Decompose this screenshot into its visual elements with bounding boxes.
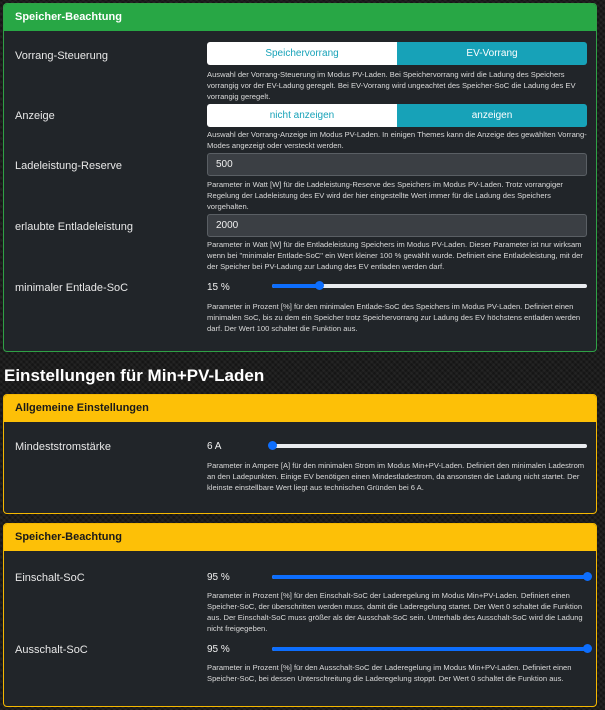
section-title: Einstellungen für Min+PV-Laden	[4, 366, 265, 385]
einschalt-soc-help: Parameter in Prozent [%] für den Einschalt-SoC der Laderegelung im Modus Min+PV-Laden. Definiert einen Speicher-SoC, der überschritten werden muss, damit die Laderegelung startet. Der Wert 0 schaltet die Funktion aus. Der Einschalt-SoC muss größer als der Ausschalt-SoC sein. Unterhalb des Ausschalt-SoC wird die Ladung nicht freigegeben.	[207, 591, 583, 633]
einschalt-soc-value: 95 %	[207, 572, 230, 583]
speicher-beachtung-card	[3, 3, 597, 352]
slider-fill	[272, 284, 319, 288]
ausschalt-soc-slider[interactable]	[272, 647, 587, 651]
card-header: Speicher-Beachtung	[4, 4, 596, 31]
vorrang-toggle	[207, 42, 587, 65]
entladeleistung-label: erlaubte Entladeleistung	[15, 221, 134, 233]
einschalt-soc-label: Einschalt-SoC	[15, 572, 85, 584]
mindeststromstaerke-slider[interactable]	[272, 444, 587, 448]
slider-thumb[interactable]	[583, 572, 592, 581]
min-entlade-soc-slider[interactable]	[272, 284, 587, 288]
anzeige-help: Auswahl der Vorrang-Anzeige im Modus PV-Laden. In einigen Themes kann die Anzeige des gewählten Vorrang-Modes angezeigt oder versteckt werden.	[207, 130, 587, 150]
ausschalt-soc-value: 95 %	[207, 644, 230, 655]
ausschalt-soc-label: Ausschalt-SoC	[15, 644, 88, 656]
einschalt-soc-slider[interactable]	[272, 575, 587, 579]
slider-thumb[interactable]	[583, 644, 592, 653]
mindeststromstaerke-help: Parameter in Ampere [A] für den minimalen Strom im Modus Min+PV-Laden. Definiert den minimalen Ladestrom an den Ladepunkten. Einige EV benötigen einen Mindestladestrom, da ansonsten die Ladung nicht startet. Der kleinste einstellbare Wert liegt aus technischen Gründen bei 6 A.	[207, 461, 585, 492]
slider-thumb[interactable]	[315, 281, 324, 290]
anzeigen-button[interactable]: anzeigen	[397, 104, 587, 127]
min-entlade-soc-label: minimaler Entlade-SoC	[15, 282, 129, 294]
mindeststromstaerke-label: Mindeststromstärke	[15, 441, 111, 453]
vorrang-help: Auswahl der Vorrang-Steuerung im Modus PV-Laden. Bei Speichervorrang wird die Ladung des Speichers vorrangig vor der EV-Ladung geregelt. Bei EV-Vorrang wird ungeachtet des Speicher-SoC die Ladung des EV vorrangig geregelt.	[207, 70, 576, 101]
card-header: Speicher-Beachtung	[4, 524, 596, 551]
vorrang-steuerung-label: Vorrang-Steuerung	[15, 50, 108, 62]
speichervorrang-button[interactable]: Speichervorrang	[207, 42, 397, 65]
nicht-anzeigen-button[interactable]: nicht anzeigen	[207, 104, 397, 127]
min-entlade-soc-value: 15 %	[207, 282, 230, 293]
reserve-help: Parameter in Watt [W] für die Ladeleistung-Reserve des Speichers im Modus PV-Laden. Trotz vorrangiger Regelung der Ladeleistung des EV wird der hier eingestellte Wert immer für die Ladung des Speichers vorgehalten.	[207, 180, 563, 211]
slider-fill	[272, 647, 587, 651]
mindeststromstaerke-value: 6 A	[207, 441, 222, 452]
entladeleistung-input[interactable]: 2000	[207, 214, 587, 237]
slider-fill	[272, 575, 587, 579]
ausschalt-soc-help: Parameter in Prozent [%] für den Ausschalt-SoC der Laderegelung im Modus Min+PV-Laden. Definiert einen Speicher-SoC, bei dessen Unterschreitung die Laderegelung stoppt. Der Wert 0 schaltet die Funktion aus.	[207, 663, 572, 683]
ev-vorrang-button[interactable]: EV-Vorrang	[397, 42, 587, 65]
slider-thumb[interactable]	[268, 441, 277, 450]
speicher-beachtung-min-pv-card	[3, 523, 597, 707]
min-entlade-soc-help: Parameter in Prozent [%] für den minimalen Entlade-SoC des Speichers im Modus PV-Laden. Definiert einen minimalen SoC, bis zu dem ein Speicher trotz Speichervorrang zur Ladung des EV höchstens entladen werden darf. Der Wert 100 schaltet die Funktion aus.	[207, 302, 581, 333]
entladeleistung-help: Parameter in Watt [W] für die Entladeleistung Speichers im Modus PV-Laden. Dieser Parameter ist nur wirksam wenn bei "minimaler Entlade-SoC" ein Wert kleiner 100 % gewählt wurde. Definiert eine Entladeleistung, mit der der Speicher bei PV-Ladung zur Ladung des EV entladen werden darf.	[207, 240, 583, 271]
ladeleistung-reserve-input[interactable]: 500	[207, 153, 587, 176]
anzeige-label: Anzeige	[15, 110, 55, 122]
ladeleistung-reserve-label: Ladeleistung-Reserve	[15, 160, 123, 172]
anzeige-toggle	[207, 104, 587, 127]
card-header: Allgemeine Einstellungen	[4, 395, 596, 422]
allgemeine-einstellungen-card	[3, 394, 597, 514]
